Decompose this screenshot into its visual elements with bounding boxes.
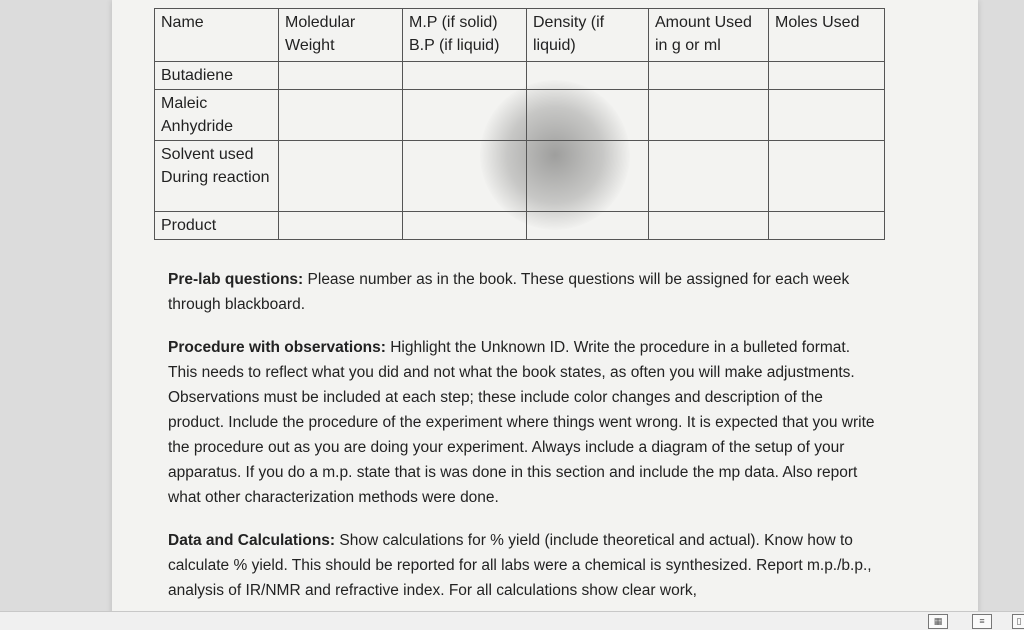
prelab-section: [168, 267, 878, 317]
header-cell: Name: [155, 9, 279, 62]
section-title: Data and Calculations:: [168, 532, 336, 549]
row-label: Maleic Anhydride: [155, 90, 279, 141]
read-mode-icon[interactable]: ▯: [1012, 614, 1024, 629]
table-cell: [279, 212, 403, 240]
table-cell: [403, 141, 527, 212]
table-header-row: [155, 9, 885, 62]
status-bar: [0, 611, 1024, 630]
table-cell: [527, 141, 649, 212]
table-row: [155, 62, 885, 90]
table-row: [155, 212, 885, 240]
web-layout-icon[interactable]: ≡: [972, 614, 992, 629]
section-body: Show calculations for % yield (include theoretical and actual). Know how to calculate % yield. This should be reported for all labs were a chemical is synthesized. Report m.p./b.p., analysis of IR/NMR and refractive index. For all calculations show clear work,: [168, 532, 872, 599]
row-label: Butadiene: [155, 62, 279, 90]
table-cell: [649, 62, 769, 90]
table-cell: [403, 62, 527, 90]
procedure-section: [168, 335, 878, 510]
print-layout-icon[interactable]: ▦: [928, 614, 948, 629]
table-cell: [527, 62, 649, 90]
section-body: Highlight the Unknown ID. Write the procedure in a bulleted format. This needs to reflect what you did and not what the book states, as often you will make adjustments. Observations must be included at each step; these include color changes and description of the product. Include the procedure of the experiment where things went wrong. It is expected that you write the procedure out as you are doing your experiment. Always include a diagram of the setup of your apparatus. If you do a m.p. state that is was done in this section and include the mp data. Also report what other characterization methods were done.: [168, 339, 875, 506]
row-label: Product: [155, 212, 279, 240]
table-cell: [769, 141, 885, 212]
table-row: [155, 90, 885, 141]
table-cell: [649, 90, 769, 141]
table-cell: [279, 141, 403, 212]
table-row: [155, 141, 885, 212]
table-cell: [403, 212, 527, 240]
table-cell: [279, 62, 403, 90]
reagent-table: [154, 8, 885, 240]
table-cell: [769, 62, 885, 90]
table-cell: [649, 212, 769, 240]
header-cell: Moles Used: [769, 9, 885, 62]
header-cell: Amount Used in g or ml: [649, 9, 769, 62]
row-label: Solvent used During reaction: [155, 141, 279, 212]
table-cell: [279, 90, 403, 141]
header-cell: Moledular Weight: [279, 9, 403, 62]
table-cell: [769, 212, 885, 240]
table-cell: [403, 90, 527, 141]
header-cell: Density (if liquid): [527, 9, 649, 62]
section-body: Please number as in the book. These questions will be assigned for each week through blackboard.: [168, 271, 850, 313]
table-cell: [649, 141, 769, 212]
data-section: [168, 528, 878, 603]
section-title: Pre-lab questions:: [168, 271, 304, 288]
table-cell: [527, 90, 649, 141]
header-cell: M.P (if solid) B.P (if liquid): [403, 9, 527, 62]
section-title: Procedure with observations:: [168, 339, 386, 356]
table-cell: [527, 212, 649, 240]
table-cell: [769, 90, 885, 141]
